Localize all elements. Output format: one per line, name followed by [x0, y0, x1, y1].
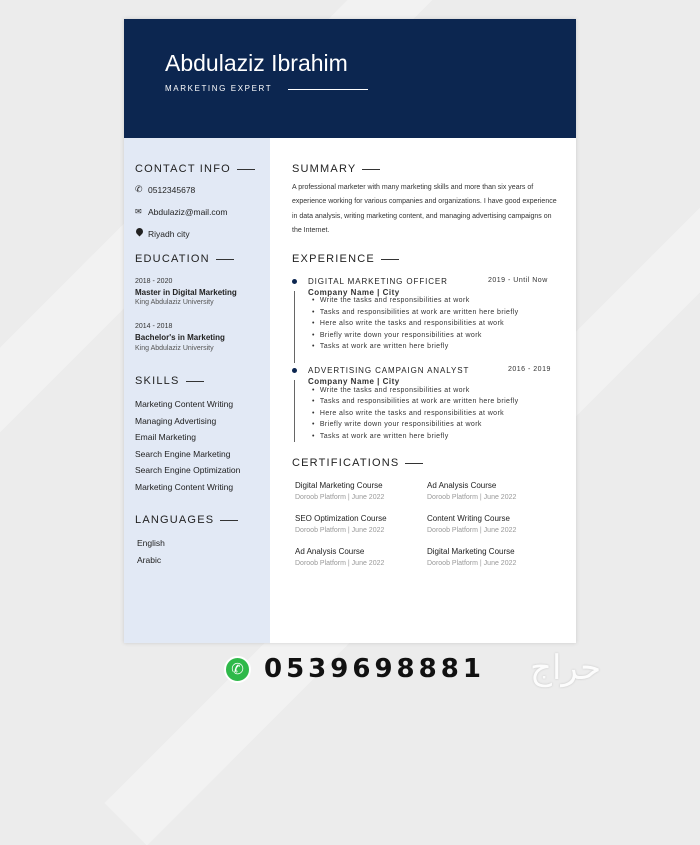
- job-dates: 2016 - 2019: [508, 366, 551, 373]
- job-bullet: • Tasks and responsibilities at work are written here briefly: [312, 309, 519, 316]
- phone-icon: ✆: [135, 184, 143, 194]
- person-title: MARKETING EXPERT: [165, 84, 273, 93]
- skills-heading: SKILLS: [135, 375, 204, 387]
- job-dates: 2019 - Until Now: [488, 277, 548, 284]
- language-item: Arabic: [137, 555, 162, 565]
- skill-item: Marketing Content Writing: [135, 482, 234, 492]
- timeline-line: [294, 291, 295, 363]
- contact-phone: 0512345678: [148, 185, 196, 195]
- language-item: English: [137, 538, 165, 548]
- whatsapp-icon: ✆: [224, 656, 251, 683]
- job-bullet: • Tasks at work are written here briefly: [312, 343, 449, 350]
- job-title: ADVERTISING CAMPAIGN ANALYST: [308, 366, 470, 375]
- experience-heading: EXPERIENCE: [292, 253, 399, 265]
- education-years: 2014 - 2018: [135, 323, 173, 330]
- job-bullet: • Here also write the tasks and responsibilities at work: [312, 410, 504, 417]
- cert-title: Content Writing Course: [427, 514, 510, 523]
- job-title: DIGITAL MARKETING OFFICER: [308, 277, 448, 286]
- haraj-watermark-logo: حراج: [530, 649, 602, 687]
- cert-provider: Doroob Platform | June 2022: [427, 494, 517, 501]
- cert-title: Digital Marketing Course: [427, 547, 515, 556]
- contact-heading: CONTACT INFO: [135, 163, 255, 175]
- timeline-dot: [292, 279, 297, 284]
- cert-provider: Doroob Platform | June 2022: [295, 527, 385, 534]
- job-bullet: • Write the tasks and responsibilities at work: [312, 297, 470, 304]
- timeline-line: [294, 380, 295, 442]
- skill-item: Search Engine Marketing: [135, 449, 231, 459]
- skill-item: Managing Advertising: [135, 416, 217, 426]
- cert-provider: Doroob Platform | June 2022: [427, 560, 517, 567]
- mail-icon: ✉: [135, 207, 142, 216]
- education-school: King Abdulaziz University: [135, 299, 214, 306]
- education-years: 2018 - 2020: [135, 278, 173, 285]
- job-company: Company Name | City: [308, 377, 400, 386]
- job-bullet: • Briefly write down your responsibilities at work: [312, 421, 482, 428]
- education-heading: EDUCATION: [135, 253, 234, 265]
- job-bullet: • Write the tasks and responsibilities at work: [312, 387, 470, 394]
- skill-item: Email Marketing: [135, 432, 196, 442]
- cert-provider: Doroob Platform | June 2022: [295, 494, 385, 501]
- job-bullet: • Briefly write down your responsibilities at work: [312, 332, 482, 339]
- person-name: Abdulaziz Ibrahim: [165, 50, 348, 76]
- job-company: Company Name | City: [308, 288, 400, 297]
- skill-item: Marketing Content Writing: [135, 399, 234, 409]
- job-bullet: • Tasks at work are written here briefly: [312, 433, 449, 440]
- summary-heading: SUMMARY: [292, 163, 380, 175]
- contact-email: Abdulaziz@mail.com: [148, 207, 228, 217]
- whatsapp-number: 0539698881: [264, 654, 485, 684]
- languages-heading: LANGUAGES: [135, 514, 238, 526]
- skill-item: Search Engine Optimization: [135, 465, 241, 475]
- job-bullet: • Tasks and responsibilities at work are written here briefly: [312, 398, 519, 405]
- cert-provider: Doroob Platform | June 2022: [295, 560, 385, 567]
- summary-text: A professional marketer with many marketing skills and more than six years of experience working for various companies and organizations. I have good experience in data analysis, writing marketing content, and managing advertising campaigns on the Internet.: [292, 184, 557, 234]
- cert-provider: Doroob Platform | June 2022: [427, 527, 517, 534]
- title-divider: [288, 89, 368, 90]
- cert-title: SEO Optimization Course: [295, 514, 387, 523]
- cert-title: Digital Marketing Course: [295, 481, 383, 490]
- certifications-heading: CERTIFICATIONS: [292, 457, 423, 469]
- cert-title: Ad Analysis Course: [295, 547, 365, 556]
- education-degree: Master in Digital Marketing: [135, 288, 237, 297]
- timeline-dot: [292, 368, 297, 373]
- job-bullet: • Here also write the tasks and responsibilities at work: [312, 320, 504, 327]
- education-degree: Bachelor's in Marketing: [135, 333, 225, 342]
- cert-title: Ad Analysis Course: [427, 481, 497, 490]
- contact-location: Riyadh city: [148, 229, 190, 239]
- education-school: King Abdulaziz University: [135, 345, 214, 352]
- resume-header: [124, 19, 576, 138]
